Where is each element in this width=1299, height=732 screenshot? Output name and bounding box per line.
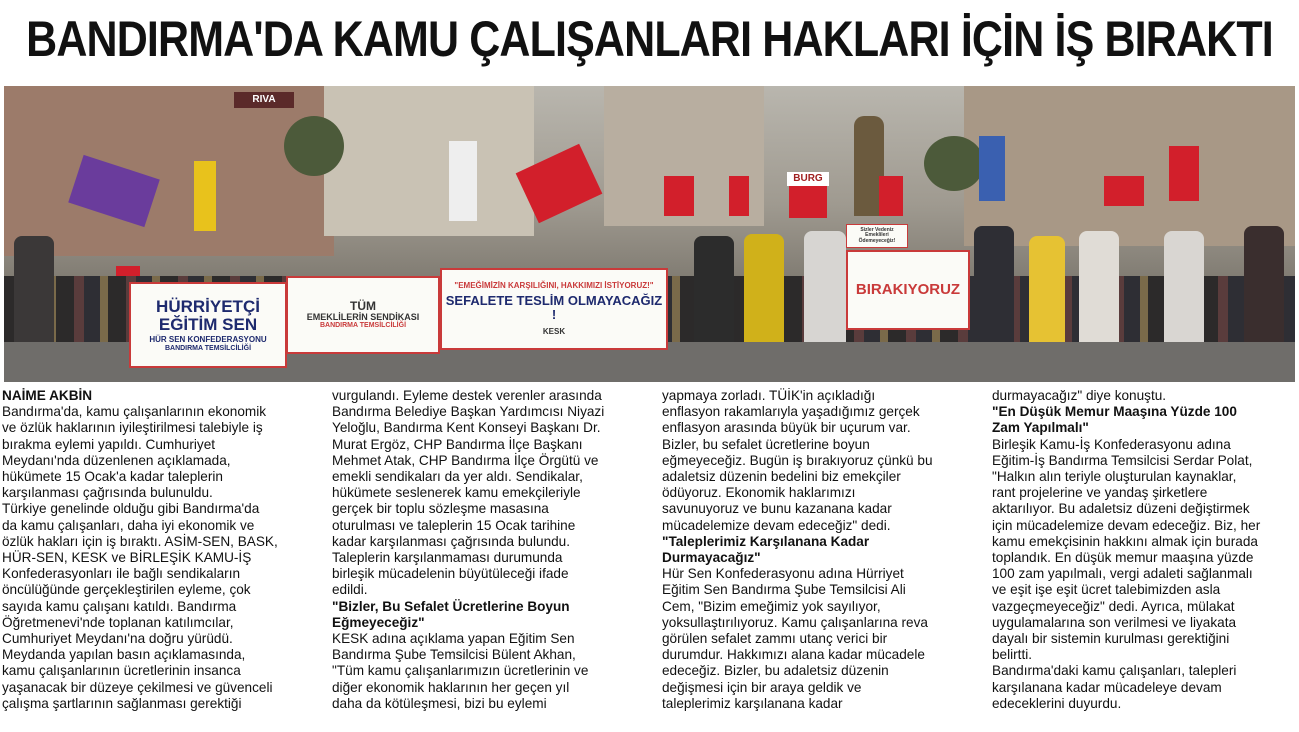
person — [1079, 231, 1119, 351]
subheading: Zam Yapılmalı" — [992, 420, 1089, 436]
banner-birakiyoruz — [846, 250, 970, 330]
article-line: sayıda kamu çalışanı katıldı. Bandırma — [2, 598, 237, 614]
article-line: enflasyon rakamlarıyla yaşadığımız gerçek — [662, 404, 920, 420]
banner-tum-emekliler — [286, 276, 440, 354]
article-line: karşılanması çağrısında bulunuldu. — [2, 485, 213, 501]
person — [1029, 236, 1065, 346]
person — [1164, 231, 1204, 346]
article-line: özlük hakları için iş bıraktı. ASİM-SEN, BASK, — [2, 533, 278, 549]
banner-text: SEFALETE TESLİM OLMAYACAĞIZ ! — [445, 293, 663, 322]
banner-text: BIRAKIYORUZ — [855, 281, 961, 299]
banner-text: EĞİTİM SEN — [158, 314, 258, 334]
banner-text: BANDIRMA TEMSİLCİLİĞİ — [319, 322, 407, 330]
article-line: öncülüğünde gerçekleştirilen eyleme, çok — [2, 582, 251, 598]
article-line: çalışma şartlarının sağlanması gerektiği — [2, 695, 242, 711]
article-line: daha da kötüleşmesi, bizi bu eylemi — [332, 695, 547, 711]
article-line: vazgeçmeyeceğiz" dedi. Ayrıca, mülakat — [992, 598, 1235, 614]
person — [974, 226, 1014, 346]
article-line: 100 zam yapılmalı, vergi adaleti sağlanmalı — [992, 566, 1253, 582]
article-line: Murat Ergöz, CHP Bandırma İlçe Başkanı — [332, 436, 583, 452]
banner-text: HÜRRİYETÇİ — [156, 296, 260, 316]
subheading: "Taleplerimiz Karşılanana Kadar — [662, 533, 870, 549]
article-line: Birleşik Kamu-İş Konfederasyonu adına — [992, 436, 1231, 452]
building-center — [324, 86, 534, 236]
palm-tree — [284, 116, 344, 176]
article-line: rant projelerine ve yandaş şirketlere — [992, 485, 1208, 501]
shop-sign-burg: BURG — [787, 172, 829, 186]
shop-sign-riva: RIVA — [234, 92, 294, 108]
article-line: durmayacağız" diye konuştu. — [992, 388, 1167, 403]
article-line: Öğretmenevi'nde toplanan katılımcılar, — [2, 614, 234, 630]
article-line: Hür Sen Konfederasyonu adına Hürriyet — [662, 566, 904, 582]
article-column-3 — [662, 388, 980, 732]
flag-yellow — [194, 161, 216, 231]
flag-red — [729, 176, 749, 216]
article-line: toplandık. En düşük memur maaşına yüzde — [992, 550, 1254, 566]
article-line: kamu emekçisinin hakkını almak için burada — [992, 533, 1258, 549]
subheading: "En Düşük Memur Maaşına Yüzde 100 — [992, 404, 1237, 420]
subheading: Durmayacağız" — [662, 550, 761, 566]
article-line: emekli sendikaları da yer aldı. Sendikalar, — [332, 469, 583, 485]
article-line: ve özlük haklarının iyileştirilmesi talebiyle iş — [2, 420, 263, 436]
subheading: "Bizler, Bu Sefalet Ücretlerine Boyun — [332, 598, 570, 614]
article-line: karşılanana kadar mücadeleye devam — [992, 679, 1222, 695]
article-line: Taleplerin karşılanmaması durumunda — [332, 550, 563, 566]
article-line: savunuyoruz ve bunu kazanana kadar — [662, 501, 892, 517]
banner-text: KESK — [542, 326, 566, 336]
news-photo — [4, 86, 1295, 382]
palm-tree — [924, 136, 984, 191]
article-line: kadar karşılanması çağrısında bulundu. — [332, 533, 571, 549]
article-line: KESK adına açıklama yapan Eğitim Sen — [332, 631, 575, 647]
article-line: Cem, "Bizim emeğimiz yok sayılıyor, — [662, 598, 881, 614]
article-line: Meydanı'nda düzenlenen açıklamada, — [2, 452, 231, 468]
banner-text: HÜR SEN KONFEDERASYONU — [149, 335, 267, 345]
banner-text: Sizler Vedeniz — [860, 227, 894, 234]
article-line: Meydanda yapılan basın açıklamasında, — [2, 647, 246, 663]
article-line: bırakma eylemi yapıldı. Cumhuriyet — [2, 436, 216, 452]
article-line: eğmeyeceğiz. Bugün iş bırakıyoruz çünkü bu — [662, 452, 933, 468]
headline: BANDIRMA'DA KAMU ÇALIŞANLARI HAKLARI İÇİN İŞ BIRAKTI — [26, 11, 1273, 67]
article-line: edeceğiz. Bizler, bu adaletsiz düzenin — [662, 663, 889, 679]
person — [694, 236, 734, 356]
article-line: Mehmet Atak, CHP Bandırma İlçe Örgütü ve — [332, 452, 599, 468]
banner-sizler — [846, 224, 908, 248]
article-line: kamu çalışanlarının ücretlerinin insanca — [2, 663, 241, 679]
article-line: Cumhuriyet Meydanı'na doğru yürüdü. — [2, 631, 233, 647]
article-line: adaletsiz düzenin bedelini biz emekçiler — [662, 469, 901, 485]
article-line: taleplerimiz karşılanana kadar — [662, 695, 843, 711]
article-line: Bandırma Belediye Başkan Yardımcısı Niyazi — [332, 404, 605, 420]
article-line: "Halkın alın teriyle oluşturulan kaynaklar, — [992, 469, 1237, 485]
article-line: birleşik mücadelenin büyütüleceği ifade — [332, 566, 569, 582]
article-line: edeceklerini duyurdu. — [992, 695, 1122, 711]
article-line: yoksullaştırılıyoruz. Kamu çalışanlarına reva — [662, 614, 928, 630]
article-line: Eğitim Sen Bandırma Şube Temsilcisi Ali — [662, 582, 906, 598]
article-line: Konfederasyonları ile bağlı sendikaların — [2, 566, 241, 582]
article-line: Eğitim-İş Bandırma Temsilcisi Serdar Polat, — [992, 452, 1253, 468]
article-line: hükümete seslenerek kamu emekçileriyle — [332, 485, 581, 501]
article-line: görülen sefalet zammı utanç verici bir — [662, 631, 888, 647]
person — [1244, 226, 1284, 346]
article-line: belirtti. — [992, 647, 1033, 663]
flag-red — [664, 176, 694, 216]
article-line: hükümete 15 Ocak'a kadar taleplerin — [2, 469, 223, 485]
article-column-1 — [2, 388, 320, 732]
flag-red — [1104, 176, 1144, 206]
article-line: ve eşit işe eşit ücret talebimizden asla — [992, 582, 1221, 598]
article-line: da kamu çalışanları, daha iyi ekonomik ve — [2, 517, 255, 533]
banner-text: Emeklileri Ödemeyeceğiz! — [858, 232, 896, 244]
flag-turkey — [789, 186, 827, 218]
banner-text: EMEKLİLERİN SENDİKASI — [306, 311, 420, 322]
banner-hurriyetci — [129, 282, 287, 368]
article-line: durumdur. Hakkımızı alana kadar mücadele — [662, 647, 925, 663]
article-line: Türkiye genelinde olduğu gibi Bandırma'da — [2, 501, 260, 517]
article-line: vurgulandı. Eyleme destek verenler arasında — [332, 388, 602, 403]
article-line: oturulması ve taleplerin 15 Ocak tarihine — [332, 517, 576, 533]
subheading: Eğmeyeceğiz" — [332, 614, 425, 630]
article-column-2 — [332, 388, 650, 732]
article-line: uygulamalarına son verilmesi ve liyakata — [992, 614, 1237, 630]
article-line: "Tüm kamu çalışanlarımızın ücretlerinin ve — [332, 663, 589, 679]
flag-blue — [979, 136, 1005, 201]
banner-text: BANDIRMA TEMSİLCİLİĞİ — [164, 344, 252, 352]
person — [804, 231, 846, 351]
article-line: ödüyoruz. Ekonomik haklarımızı — [662, 485, 856, 501]
article-line: Bandırma'da, kamu çalışanlarının ekonomik — [2, 404, 267, 420]
article-line: Bandırma Şube Temsilcisi Bülent Akhan, — [332, 647, 576, 663]
flag-white — [449, 141, 477, 221]
author-name: NAİME AKBİN — [2, 388, 93, 403]
banner-text: TÜM — [350, 299, 376, 314]
article-line: Bizler, bu sefalet ücretlerine boyun — [662, 436, 870, 452]
article-line: diğer ekonomik haklarının her geçen yıl — [332, 679, 570, 695]
article-line: gerçek bir toplu sözleşme masasına — [332, 501, 549, 517]
building-left — [4, 86, 334, 256]
article-line: enflasyon arasında büyük bir uçurum var. — [662, 420, 911, 436]
article-line: aktarılıyor. Bu adaletsiz düzeni değiştirmek — [992, 501, 1250, 517]
article-line: mücadelemize devam edeceğiz" dedi. — [662, 517, 891, 533]
person — [744, 234, 784, 354]
banner-text: "EMEĞİMİZİN KARŞILIĞINI, HAKKIMIZI İSTİYORUZ!" — [454, 280, 654, 290]
article-line: Bandırma'daki kamu çalışanları, talepleri — [992, 663, 1237, 679]
article-line: edildi. — [332, 582, 368, 598]
article-line: yaşanacak bir düzeye çekilmesi ve güvenceli — [2, 679, 273, 695]
flag-red — [879, 176, 903, 216]
article-line: için mücadelemize devam edeceğiz. Biz, her — [992, 517, 1261, 533]
article-line: Yeloğlu, Bandırma Kent Konseyi Başkanı Dr. — [332, 420, 601, 436]
flag-red — [1169, 146, 1199, 201]
article-line: değişmesi için bir araya geldik ve — [662, 679, 862, 695]
article-column-4 — [992, 388, 1297, 732]
article-line: HÜR-SEN, KESK ve BİRLEŞİK KAMU-İŞ — [2, 550, 252, 566]
building-right — [964, 86, 1295, 246]
article-line: yapmaya zorladı. TÜİK'in açıkladığı — [662, 388, 876, 403]
banner-sefalete — [440, 268, 668, 350]
article-line: dayalı bir sistemin kurulması gerektiğini — [992, 631, 1230, 647]
